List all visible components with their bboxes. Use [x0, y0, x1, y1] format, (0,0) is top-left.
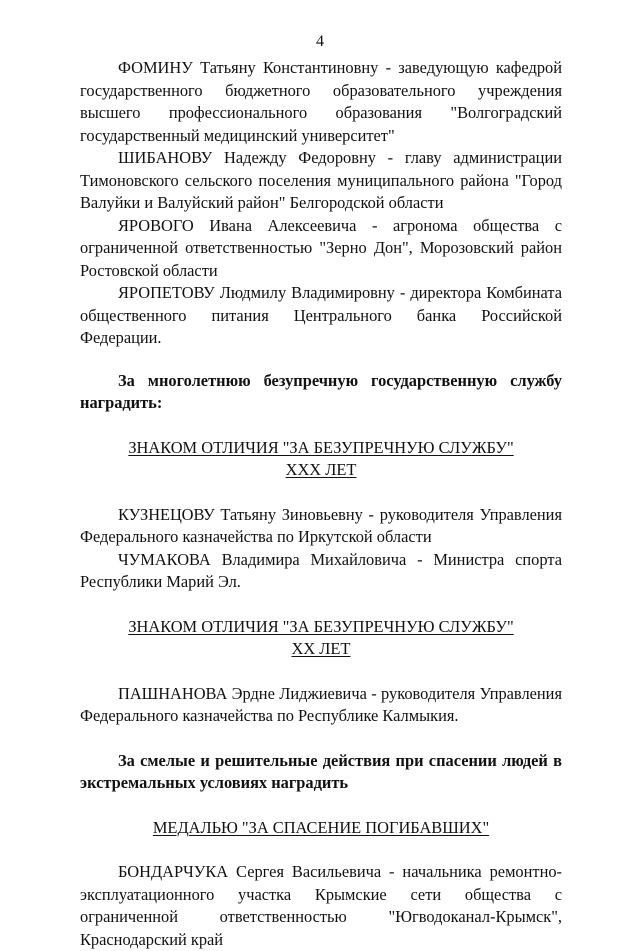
document-body [80, 57, 562, 951]
nominee-paragraph: ЧУМАКОВА Владимира Михайловича - Министра спорта Республики Марий Эл. [80, 549, 562, 591]
nominee-paragraph: КУЗНЕЦОВУ Татьяну Зиновьевну - руководителя Управления Федерального казначейства по Иркутской области [80, 504, 562, 546]
nominee-paragraph: ПАШНАНОВА Эрдне Лиджиевича - руководителя Управления Федерального казначейства по Республике Калмыкия. [80, 683, 562, 725]
section-intro-rescue: За смелые и решительные действия при спасении людей в экстремальных условиях наградить [80, 750, 562, 792]
nominee-paragraph: БОНДАРЧУКА Сергея Васильевича - начальника ремонтно-эксплуатационного участка Крымские сети общества с ограниченной ответственностью "Югводоканал-Крымск", Краснодарский край [80, 862, 562, 949]
page-number: 4 [316, 33, 324, 50]
nominee-paragraph: ЯРОВОГО Ивана Алексеевича - агронома общества с ограниченной ответственностью "Зерно Дон", Морозовский район Ростовской области [80, 215, 562, 280]
award-heading-20-years-line2: XX ЛЕТ [291, 639, 351, 658]
nominee-paragraph: ФОМИНУ Татьяну Константиновну - заведующую кафедрой государственного бюджетного образовательного учреждения высшего профессионального образования "Волгоградский государственный медицинский университет" [80, 58, 562, 145]
award-heading-30-years-line2: XXX ЛЕТ [285, 460, 357, 479]
section-intro-service: За многолетнюю безупречную государственную службу наградить: [80, 370, 562, 412]
award-heading-30-years-line1: ЗНАКОМ ОТЛИЧИЯ "ЗА БЕЗУПРЕЧНУЮ СЛУЖБУ" [128, 437, 514, 457]
nominee-paragraph: ШИБАНОВУ Надежду Федоровну - главу администрации Тимоновского сельского поселения муниципального района "Город Валуйки и Валуйский район" Белгородской области [80, 148, 562, 212]
award-heading-rescue-medal: МЕДАЛЬЮ "ЗА СПАСЕНИЕ ПОГИБАВШИХ" [152, 817, 490, 837]
award-heading-20-years-line1: ЗНАКОМ ОТЛИЧИЯ "ЗА БЕЗУПРЕЧНУЮ СЛУЖБУ" [128, 616, 514, 636]
nominee-paragraph: ЯРОПЕТОВУ Людмилу Владимировну - директора Комбината общественного питания Центрального банка Российской Федерации. [80, 283, 562, 347]
